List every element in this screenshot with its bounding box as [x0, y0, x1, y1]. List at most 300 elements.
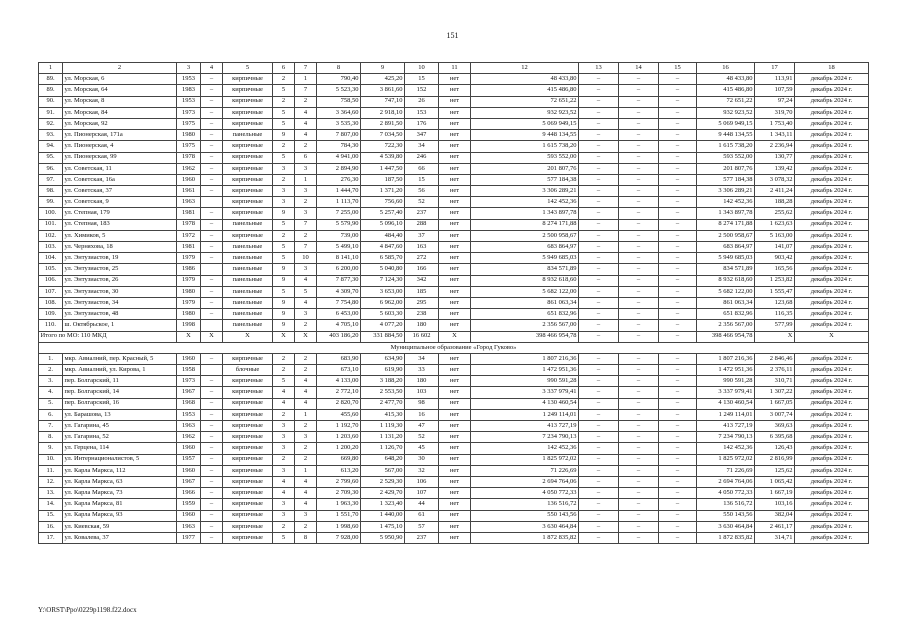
table-cell: 3: [295, 264, 317, 275]
table-cell: 1 807 216,36: [697, 353, 755, 364]
table-cell: ул. Гагарина, 45: [63, 421, 177, 432]
table-cell: 9.: [39, 443, 63, 454]
table-cell: 1: [39, 63, 63, 74]
table-cell: –: [579, 331, 619, 342]
table-cell: 3 653,00: [361, 286, 405, 297]
table-cell: 17.: [39, 532, 63, 543]
table-cell: декабрь 2024 г.: [795, 297, 869, 308]
table-cell: 185: [405, 286, 439, 297]
table-cell: 1986: [177, 264, 201, 275]
table-cell: декабрь 2024 г.: [795, 74, 869, 85]
table-cell: 2: [273, 230, 295, 241]
table-cell: 1959: [177, 499, 201, 510]
table-cell: 314,71: [755, 532, 795, 543]
table-cell: 331 884,50: [361, 331, 405, 342]
table-cell: 4: [295, 499, 317, 510]
table-cell: 9: [273, 130, 295, 141]
table-cell: 3 306 289,21: [471, 186, 579, 197]
table-cell: нет: [439, 130, 471, 141]
table-cell: –: [659, 242, 697, 253]
table-cell: 683,90: [317, 353, 361, 364]
table-cell: 2: [273, 174, 295, 185]
table-cell: –: [579, 376, 619, 387]
table-cell: 165,56: [755, 264, 795, 275]
table-cell: 3: [295, 432, 317, 443]
table-cell: 1 253,82: [755, 275, 795, 286]
table-cell: 3 337 979,41: [471, 387, 579, 398]
table-cell: 91.: [39, 107, 63, 118]
table-cell: 246: [405, 152, 439, 163]
table-cell: 1 440,00: [361, 510, 405, 521]
table-cell: 567,00: [361, 465, 405, 476]
table-cell: 3 188,20: [361, 376, 405, 387]
table-cell: кирпичные: [223, 163, 273, 174]
table-cell: 5: [273, 107, 295, 118]
table-cell: 2: [273, 365, 295, 376]
table-cell: 2: [295, 365, 317, 376]
table-cell: 11.: [39, 465, 63, 476]
table-cell: 342: [405, 275, 439, 286]
table-cell: 2: [63, 63, 177, 74]
table-cell: 2 236,94: [755, 141, 795, 152]
table-cell: –: [579, 275, 619, 286]
table-cell: 1968: [177, 398, 201, 409]
table-cell: 152: [405, 85, 439, 96]
table-cell: декабрь 2024 г.: [795, 186, 869, 197]
table-cell: 8.: [39, 432, 63, 443]
table-cell: 4: [295, 107, 317, 118]
table-cell: 16: [405, 409, 439, 420]
table-cell: 7 255,00: [317, 208, 361, 219]
table-cell: 16: [697, 63, 755, 74]
table-cell: 1 472 951,36: [471, 365, 579, 376]
table-cell: 109.: [39, 309, 63, 320]
table-cell: –: [619, 398, 659, 409]
table-cell: 3: [273, 499, 295, 510]
table-cell: 1960: [177, 465, 201, 476]
table-cell: 7 928,00: [317, 532, 361, 543]
table-cell: декабрь 2024 г.: [795, 163, 869, 174]
table-cell: 107: [405, 488, 439, 499]
table-cell: 47: [405, 421, 439, 432]
table-cell: 48 433,80: [471, 74, 579, 85]
table-cell: –: [579, 432, 619, 443]
table-cell: 747,10: [361, 96, 405, 107]
table-cell: –: [201, 409, 223, 420]
table-cell: 1 131,20: [361, 432, 405, 443]
table-cell: 4 539,80: [361, 152, 405, 163]
table-cell: 1 667,19: [755, 488, 795, 499]
column-number-row: [39, 63, 869, 74]
table-cell: 1962: [177, 432, 201, 443]
table-cell: –: [579, 387, 619, 398]
table-cell: 990 591,28: [471, 376, 579, 387]
table-cell: декабрь 2024 г.: [795, 242, 869, 253]
table-cell: –: [579, 230, 619, 241]
table-cell: нет: [439, 230, 471, 241]
table-cell: 1981: [177, 208, 201, 219]
table-cell: –: [659, 286, 697, 297]
table-cell: 413 727,19: [697, 421, 755, 432]
table-cell: нет: [439, 275, 471, 286]
table-cell: 92.: [39, 118, 63, 129]
table-cell: 4: [295, 488, 317, 499]
table-cell: панельные: [223, 219, 273, 230]
table-cell: –: [579, 208, 619, 219]
table-cell: –: [619, 275, 659, 286]
table-cell: ул. Карла Маркса, 112: [63, 465, 177, 476]
table-cell: декабрь 2024 г.: [795, 85, 869, 96]
total-row: [39, 331, 869, 342]
table-cell: ул. Черняховa, 18: [63, 242, 177, 253]
table-cell: нет: [439, 499, 471, 510]
table-cell: 1975: [177, 141, 201, 152]
table-cell: 613,20: [317, 465, 361, 476]
table-cell: 3 630 464,84: [697, 521, 755, 532]
table-cell: 136 516,72: [697, 499, 755, 510]
table-cell: кирпичные: [223, 532, 273, 543]
table-cell: 163: [405, 242, 439, 253]
table-row: [39, 186, 869, 197]
table-cell: –: [201, 499, 223, 510]
table-cell: –: [579, 409, 619, 420]
table-cell: 1980: [177, 286, 201, 297]
table-cell: 5 523,30: [317, 85, 361, 96]
table-cell: –: [579, 286, 619, 297]
table-cell: кирпичные: [223, 96, 273, 107]
table-cell: панельные: [223, 130, 273, 141]
table-cell: 861 063,34: [471, 297, 579, 308]
table-cell: 5: [273, 376, 295, 387]
table-cell: 2 461,17: [755, 521, 795, 532]
table-row: [39, 532, 869, 543]
table-cell: –: [201, 107, 223, 118]
table-cell: 1 307,22: [755, 387, 795, 398]
table-cell: –: [579, 320, 619, 331]
table-row: [39, 309, 869, 320]
table-cell: ул. Карла Маркса, 73: [63, 488, 177, 499]
table-cell: 1979: [177, 275, 201, 286]
table-cell: ул. Энтузиастов, 25: [63, 264, 177, 275]
table-cell: ул. Степная, 179: [63, 208, 177, 219]
table-cell: 1960: [177, 443, 201, 454]
table-cell: кирпичные: [223, 421, 273, 432]
table-cell: 13: [579, 63, 619, 74]
table-cell: –: [579, 219, 619, 230]
table-cell: кирпичные: [223, 443, 273, 454]
table-cell: нет: [439, 186, 471, 197]
table-cell: 4: [295, 387, 317, 398]
table-cell: 4: [273, 488, 295, 499]
table-cell: –: [579, 186, 619, 197]
table-cell: 1967: [177, 387, 201, 398]
table-cell: 17: [755, 63, 795, 74]
table-cell: 2 529,30: [361, 476, 405, 487]
table-cell: нет: [439, 532, 471, 543]
table-cell: декабрь 2024 г.: [795, 174, 869, 185]
table-row: [39, 286, 869, 297]
footer-file-path: Y:\ORST\Ppo\0229p1198.f22.docx: [38, 606, 137, 614]
table-cell: –: [201, 286, 223, 297]
table-cell: X: [295, 331, 317, 342]
table-cell: 4 130 460,54: [697, 398, 755, 409]
table-cell: декабрь 2024 г.: [795, 476, 869, 487]
table-cell: 683 864,97: [471, 242, 579, 253]
table-cell: 2: [295, 320, 317, 331]
table-cell: 10.: [39, 454, 63, 465]
table-cell: 1 119,30: [361, 421, 405, 432]
table-cell: 790,40: [317, 74, 361, 85]
table-cell: 1 753,40: [755, 118, 795, 129]
table-cell: 5: [273, 152, 295, 163]
table-cell: 8: [295, 532, 317, 543]
table-cell: –: [201, 141, 223, 152]
table-cell: нет: [439, 353, 471, 364]
table-cell: 834 571,89: [471, 264, 579, 275]
table-cell: 4 050 772,33: [697, 488, 755, 499]
table-cell: –: [201, 85, 223, 96]
table-cell: 903,42: [755, 253, 795, 264]
table-cell: 26: [405, 96, 439, 107]
table-cell: ул. Киевская, 59: [63, 521, 177, 532]
table-cell: 1963: [177, 521, 201, 532]
table-cell: 126,43: [755, 443, 795, 454]
table-cell: –: [659, 297, 697, 308]
table-cell: –: [201, 163, 223, 174]
table-cell: 4: [295, 297, 317, 308]
table-cell: нет: [439, 309, 471, 320]
table-cell: кирпичные: [223, 499, 273, 510]
table-cell: 1961: [177, 186, 201, 197]
table-cell: 413 727,19: [471, 421, 579, 432]
table-cell: нет: [439, 454, 471, 465]
table-cell: –: [201, 208, 223, 219]
table-cell: 104.: [39, 253, 63, 264]
table-cell: –: [619, 476, 659, 487]
table-cell: кирпичные: [223, 510, 273, 521]
table-cell: 4 130 460,54: [471, 398, 579, 409]
table-cell: декабрь 2024 г.: [795, 141, 869, 152]
table-cell: кирпичные: [223, 152, 273, 163]
table-cell: –: [579, 421, 619, 432]
table-cell: 3 535,30: [317, 118, 361, 129]
table-cell: –: [659, 320, 697, 331]
table-cell: 861 063,34: [697, 297, 755, 308]
table-cell: 102.: [39, 230, 63, 241]
table-cell: нет: [439, 96, 471, 107]
table-cell: 1981: [177, 242, 201, 253]
table-cell: 4 847,60: [361, 242, 405, 253]
table-cell: –: [659, 309, 697, 320]
table-cell: 1979: [177, 253, 201, 264]
table-cell: ул. Герцена, 114: [63, 443, 177, 454]
table-cell: 784,30: [317, 141, 361, 152]
table-cell: –: [619, 454, 659, 465]
table-row: [39, 443, 869, 454]
table-cell: 5: [223, 63, 273, 74]
table-cell: 3: [295, 510, 317, 521]
table-cell: 5 950,90: [361, 532, 405, 543]
table-cell: 425,20: [361, 74, 405, 85]
table-cell: 3 306 289,21: [697, 186, 755, 197]
table-row: [39, 152, 869, 163]
table-cell: 12.: [39, 476, 63, 487]
table-cell: 9 448 134,55: [471, 130, 579, 141]
table-cell: 8 932 618,60: [471, 275, 579, 286]
table-cell: 550 143,56: [697, 510, 755, 521]
table-cell: –: [619, 85, 659, 96]
table-cell: 1963: [177, 421, 201, 432]
table-cell: –: [619, 432, 659, 443]
table-cell: 634,90: [361, 353, 405, 364]
table-cell: 276,30: [317, 174, 361, 185]
table-cell: 52: [405, 197, 439, 208]
table-cell: 13.: [39, 488, 63, 499]
table-cell: –: [659, 152, 697, 163]
table-cell: 319,70: [755, 107, 795, 118]
table-row: [39, 275, 869, 286]
table-cell: нет: [439, 74, 471, 85]
table-cell: ул. Энтузиастов, 19: [63, 253, 177, 264]
table-cell: 2: [295, 230, 317, 241]
table-cell: 1 615 738,20: [697, 141, 755, 152]
table-row: [39, 421, 869, 432]
table-cell: кирпичные: [223, 488, 273, 499]
table-cell: панельные: [223, 253, 273, 264]
table-cell: –: [201, 510, 223, 521]
table-cell: 180: [405, 320, 439, 331]
table-cell: нет: [439, 387, 471, 398]
table-cell: –: [579, 465, 619, 476]
table-cell: декабрь 2024 г.: [795, 264, 869, 275]
table-cell: 2: [295, 96, 317, 107]
table-row: [39, 488, 869, 499]
table-cell: 94.: [39, 141, 63, 152]
table-row: [39, 74, 869, 85]
table-cell: 932 923,52: [471, 107, 579, 118]
table-cell: –: [619, 264, 659, 275]
table-cell: –: [659, 432, 697, 443]
table-cell: –: [619, 96, 659, 107]
table-cell: –: [201, 376, 223, 387]
table-cell: кирпичные: [223, 409, 273, 420]
table-cell: –: [201, 432, 223, 443]
table-cell: декабрь 2024 г.: [795, 320, 869, 331]
table-cell: кирпичные: [223, 521, 273, 532]
table-cell: кирпичные: [223, 454, 273, 465]
table-cell: 3 007,74: [755, 409, 795, 420]
table-cell: 4 077,20: [361, 320, 405, 331]
table-cell: –: [201, 387, 223, 398]
table-cell: 5 603,30: [361, 309, 405, 320]
table-cell: 98.: [39, 186, 63, 197]
table-cell: 1979: [177, 297, 201, 308]
table-cell: 4 050 772,33: [471, 488, 579, 499]
table-cell: 9: [273, 208, 295, 219]
table-row: [39, 197, 869, 208]
table-cell: –: [659, 488, 697, 499]
table-cell: 1 825 972,02: [471, 454, 579, 465]
table-cell: 2 918,10: [361, 107, 405, 118]
table-cell: –: [579, 242, 619, 253]
table-cell: 2 709,30: [317, 488, 361, 499]
table-cell: 5 949 685,03: [697, 253, 755, 264]
table-cell: 3: [273, 510, 295, 521]
table-cell: 16.: [39, 521, 63, 532]
table-cell: 1 472 951,36: [697, 365, 755, 376]
table-cell: 153: [405, 107, 439, 118]
table-cell: кирпичные: [223, 118, 273, 129]
table-cell: ул. Энтузиастов, 34: [63, 297, 177, 308]
table-cell: –: [619, 488, 659, 499]
table-cell: 1 444,70: [317, 186, 361, 197]
table-cell: 71 226,69: [697, 465, 755, 476]
table-cell: 3.: [39, 376, 63, 387]
table-cell: 57: [405, 521, 439, 532]
table-cell: –: [619, 174, 659, 185]
table-cell: Итого по МО: 110 МКД: [39, 331, 177, 342]
table-cell: 1960: [177, 510, 201, 521]
table-cell: декабрь 2024 г.: [795, 499, 869, 510]
table-cell: панельные: [223, 309, 273, 320]
table-cell: 103: [405, 387, 439, 398]
table-cell: –: [201, 174, 223, 185]
table-cell: 5 069 949,15: [471, 118, 579, 129]
table-cell: –: [619, 74, 659, 85]
table-cell: 2 894,90: [317, 163, 361, 174]
table-cell: нет: [439, 107, 471, 118]
table-cell: –: [579, 141, 619, 152]
table-cell: 4: [295, 118, 317, 129]
table-cell: 5: [295, 286, 317, 297]
table-row: [39, 230, 869, 241]
table-cell: –: [659, 253, 697, 264]
table-cell: 8 274 171,88: [471, 219, 579, 230]
table-cell: 44: [405, 499, 439, 510]
table-cell: 2 799,60: [317, 476, 361, 487]
table-cell: 255,62: [755, 208, 795, 219]
table-cell: –: [579, 454, 619, 465]
table-cell: 1975: [177, 118, 201, 129]
table-cell: нет: [439, 365, 471, 376]
table-cell: 1 371,20: [361, 186, 405, 197]
table-cell: –: [659, 510, 697, 521]
table-cell: –: [659, 532, 697, 543]
table-cell: –: [579, 85, 619, 96]
table-cell: 30: [405, 454, 439, 465]
table-cell: 142 452,36: [471, 197, 579, 208]
table-cell: ул. Морская, 64: [63, 85, 177, 96]
table-cell: 669,80: [317, 454, 361, 465]
table-cell: 673,10: [317, 365, 361, 376]
table-cell: 593 552,00: [697, 152, 755, 163]
table-cell: 1 615 738,20: [471, 141, 579, 152]
table-cell: 56: [405, 186, 439, 197]
table-cell: X: [177, 331, 201, 342]
table-cell: 1 963,30: [317, 499, 361, 510]
table-cell: 48 433,80: [697, 74, 755, 85]
table-cell: 6 962,00: [361, 297, 405, 308]
table-cell: 66: [405, 163, 439, 174]
table-cell: 683 864,97: [697, 242, 755, 253]
table-cell: 2 816,99: [755, 454, 795, 465]
table-cell: ул. Пионерская, 4: [63, 141, 177, 152]
table-cell: –: [619, 309, 659, 320]
table-cell: декабрь 2024 г.: [795, 197, 869, 208]
table-cell: 619,90: [361, 365, 405, 376]
table-cell: X: [755, 331, 795, 342]
table-cell: декабрь 2024 г.: [795, 387, 869, 398]
